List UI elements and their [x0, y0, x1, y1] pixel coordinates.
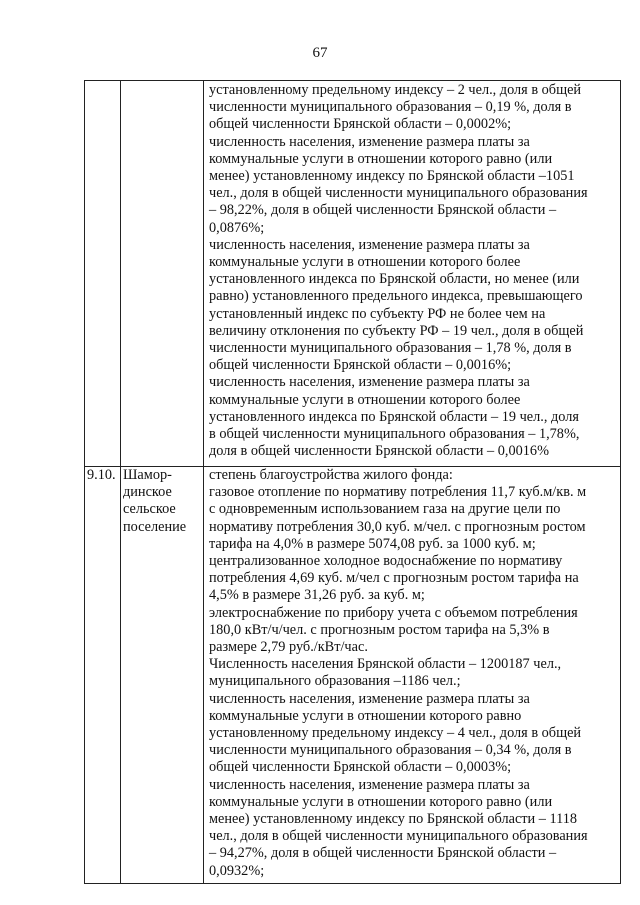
description-line: 0,0932%;	[209, 862, 265, 879]
table-row	[85, 467, 621, 884]
description-line: 0,0876%;	[209, 219, 265, 236]
description-line: степень благоустройства жилого фонда:	[209, 467, 453, 483]
description-line: Численность населения Брянской области – 1200187 чел.,	[209, 656, 562, 673]
description-line: численности муниципального образования – 1,78 %, доля в	[209, 340, 572, 357]
municipality-name-line: поселение	[123, 518, 187, 535]
description-line: коммунальные услуги в отношении которого более	[209, 391, 521, 408]
municipality-name-cell	[121, 81, 204, 467]
description-line: коммунальные услуги в отношении которого более	[209, 254, 521, 271]
description-line: – 98,22%, доля в общей численности Брянской области –	[209, 202, 557, 219]
description-line: менее) установленному индексу по Брянской области – 1118	[209, 811, 578, 828]
description-line: размере 2,79 руб./кВт/час.	[209, 639, 368, 656]
description-cell	[204, 467, 621, 884]
row-number-cell	[85, 81, 121, 467]
description-line: с одновременным использованием газа на другие цели по	[209, 501, 561, 518]
description-line: доля в общей численности Брянской области – 0,0016%	[209, 443, 549, 460]
document-table	[84, 80, 621, 884]
description-line: 4,5% в размере 31,26 руб. за куб. м;	[209, 587, 425, 604]
description-line: общей численности Брянской области – 0,0016%;	[209, 357, 512, 374]
municipality-name-cell	[121, 467, 204, 884]
description-line: численность населения, изменение размера платы за	[209, 133, 530, 150]
row-number-cell	[85, 467, 121, 884]
description-line: величину отклонения по субъекту РФ – 19 чел., доля в общей	[209, 322, 584, 339]
municipality-name-line: динское	[123, 484, 172, 501]
description-line: установленного индекса по Брянской области – 19 чел., доля	[209, 408, 579, 425]
description-line: нормативу потребления 30,0 куб. м/чел. с прогнозным ростом	[209, 518, 586, 535]
page-number: 67	[312, 45, 328, 61]
description-line: газовое отопление по нормативу потребления 11,7 куб.м/кв. м	[209, 484, 587, 501]
description-cell	[204, 81, 621, 467]
description-line: чел., доля в общей численности муниципального образования	[209, 828, 588, 845]
description-line: чел., доля в общей численности муниципального образования	[209, 185, 588, 202]
municipality-name-line: Шамор-	[123, 467, 172, 483]
description-line: численность населения, изменение размера платы за	[209, 690, 530, 707]
description-line: – 94,27%, доля в общей численности Брянской области –	[209, 845, 557, 862]
description-line: тарифа на 4,0% в размере 5074,08 руб. за 1000 куб. м;	[209, 535, 536, 552]
description-line: численности муниципального образования – 0,19 %, доля в	[209, 99, 572, 116]
description-line: 180,0 кВт/ч/чел. с прогнозным ростом тарифа на 5,3% в	[209, 621, 550, 638]
row-number: 9.10.	[87, 467, 116, 483]
description-line: муниципального образования –1186 чел.;	[209, 673, 461, 690]
description-line: общей численности Брянской области – 0,0003%;	[209, 759, 512, 776]
description-line: установленного индекса по Брянской области, но менее (или	[209, 271, 580, 288]
description-line: равно) установленного предельного индекса, превышающего	[209, 288, 583, 305]
description-line: централизованное холодное водоснабжение по нормативу	[209, 553, 563, 570]
municipality-name-line: сельское	[123, 501, 176, 518]
description-line: менее) установленному индексу по Брянской области –1051	[209, 168, 575, 185]
description-line: электроснабжение по прибору учета с объемом потребления	[209, 604, 578, 621]
description-line: численность населения, изменение размера платы за	[209, 236, 530, 253]
description-line: численности муниципального образования – 0,34 %, доля в	[209, 742, 572, 759]
description-line: численность населения, изменение размера платы за	[209, 374, 530, 391]
description-line: потребления 4,69 куб. м/чел с прогнозным ростом тарифа на	[209, 570, 579, 587]
description-line: установленный индекс по субъекту РФ не более чем на	[209, 305, 546, 322]
description-line: коммунальные услуги в отношении которого равно	[209, 707, 522, 724]
description-line: общей численности Брянской области – 0,0002%;	[209, 116, 512, 133]
description-line: установленному предельному индексу – 4 чел., доля в общей	[209, 725, 582, 742]
description-line: численность населения, изменение размера платы за	[209, 776, 530, 793]
table-row	[85, 81, 621, 467]
description-line: в общей численности муниципального образования – 1,78%,	[209, 426, 580, 443]
description-line: установленному предельному индексу – 2 чел., доля в общей	[209, 82, 582, 98]
description-line: коммунальные услуги в отношении которого равно (или	[209, 793, 553, 810]
description-line: коммунальные услуги в отношении которого равно (или	[209, 150, 553, 167]
